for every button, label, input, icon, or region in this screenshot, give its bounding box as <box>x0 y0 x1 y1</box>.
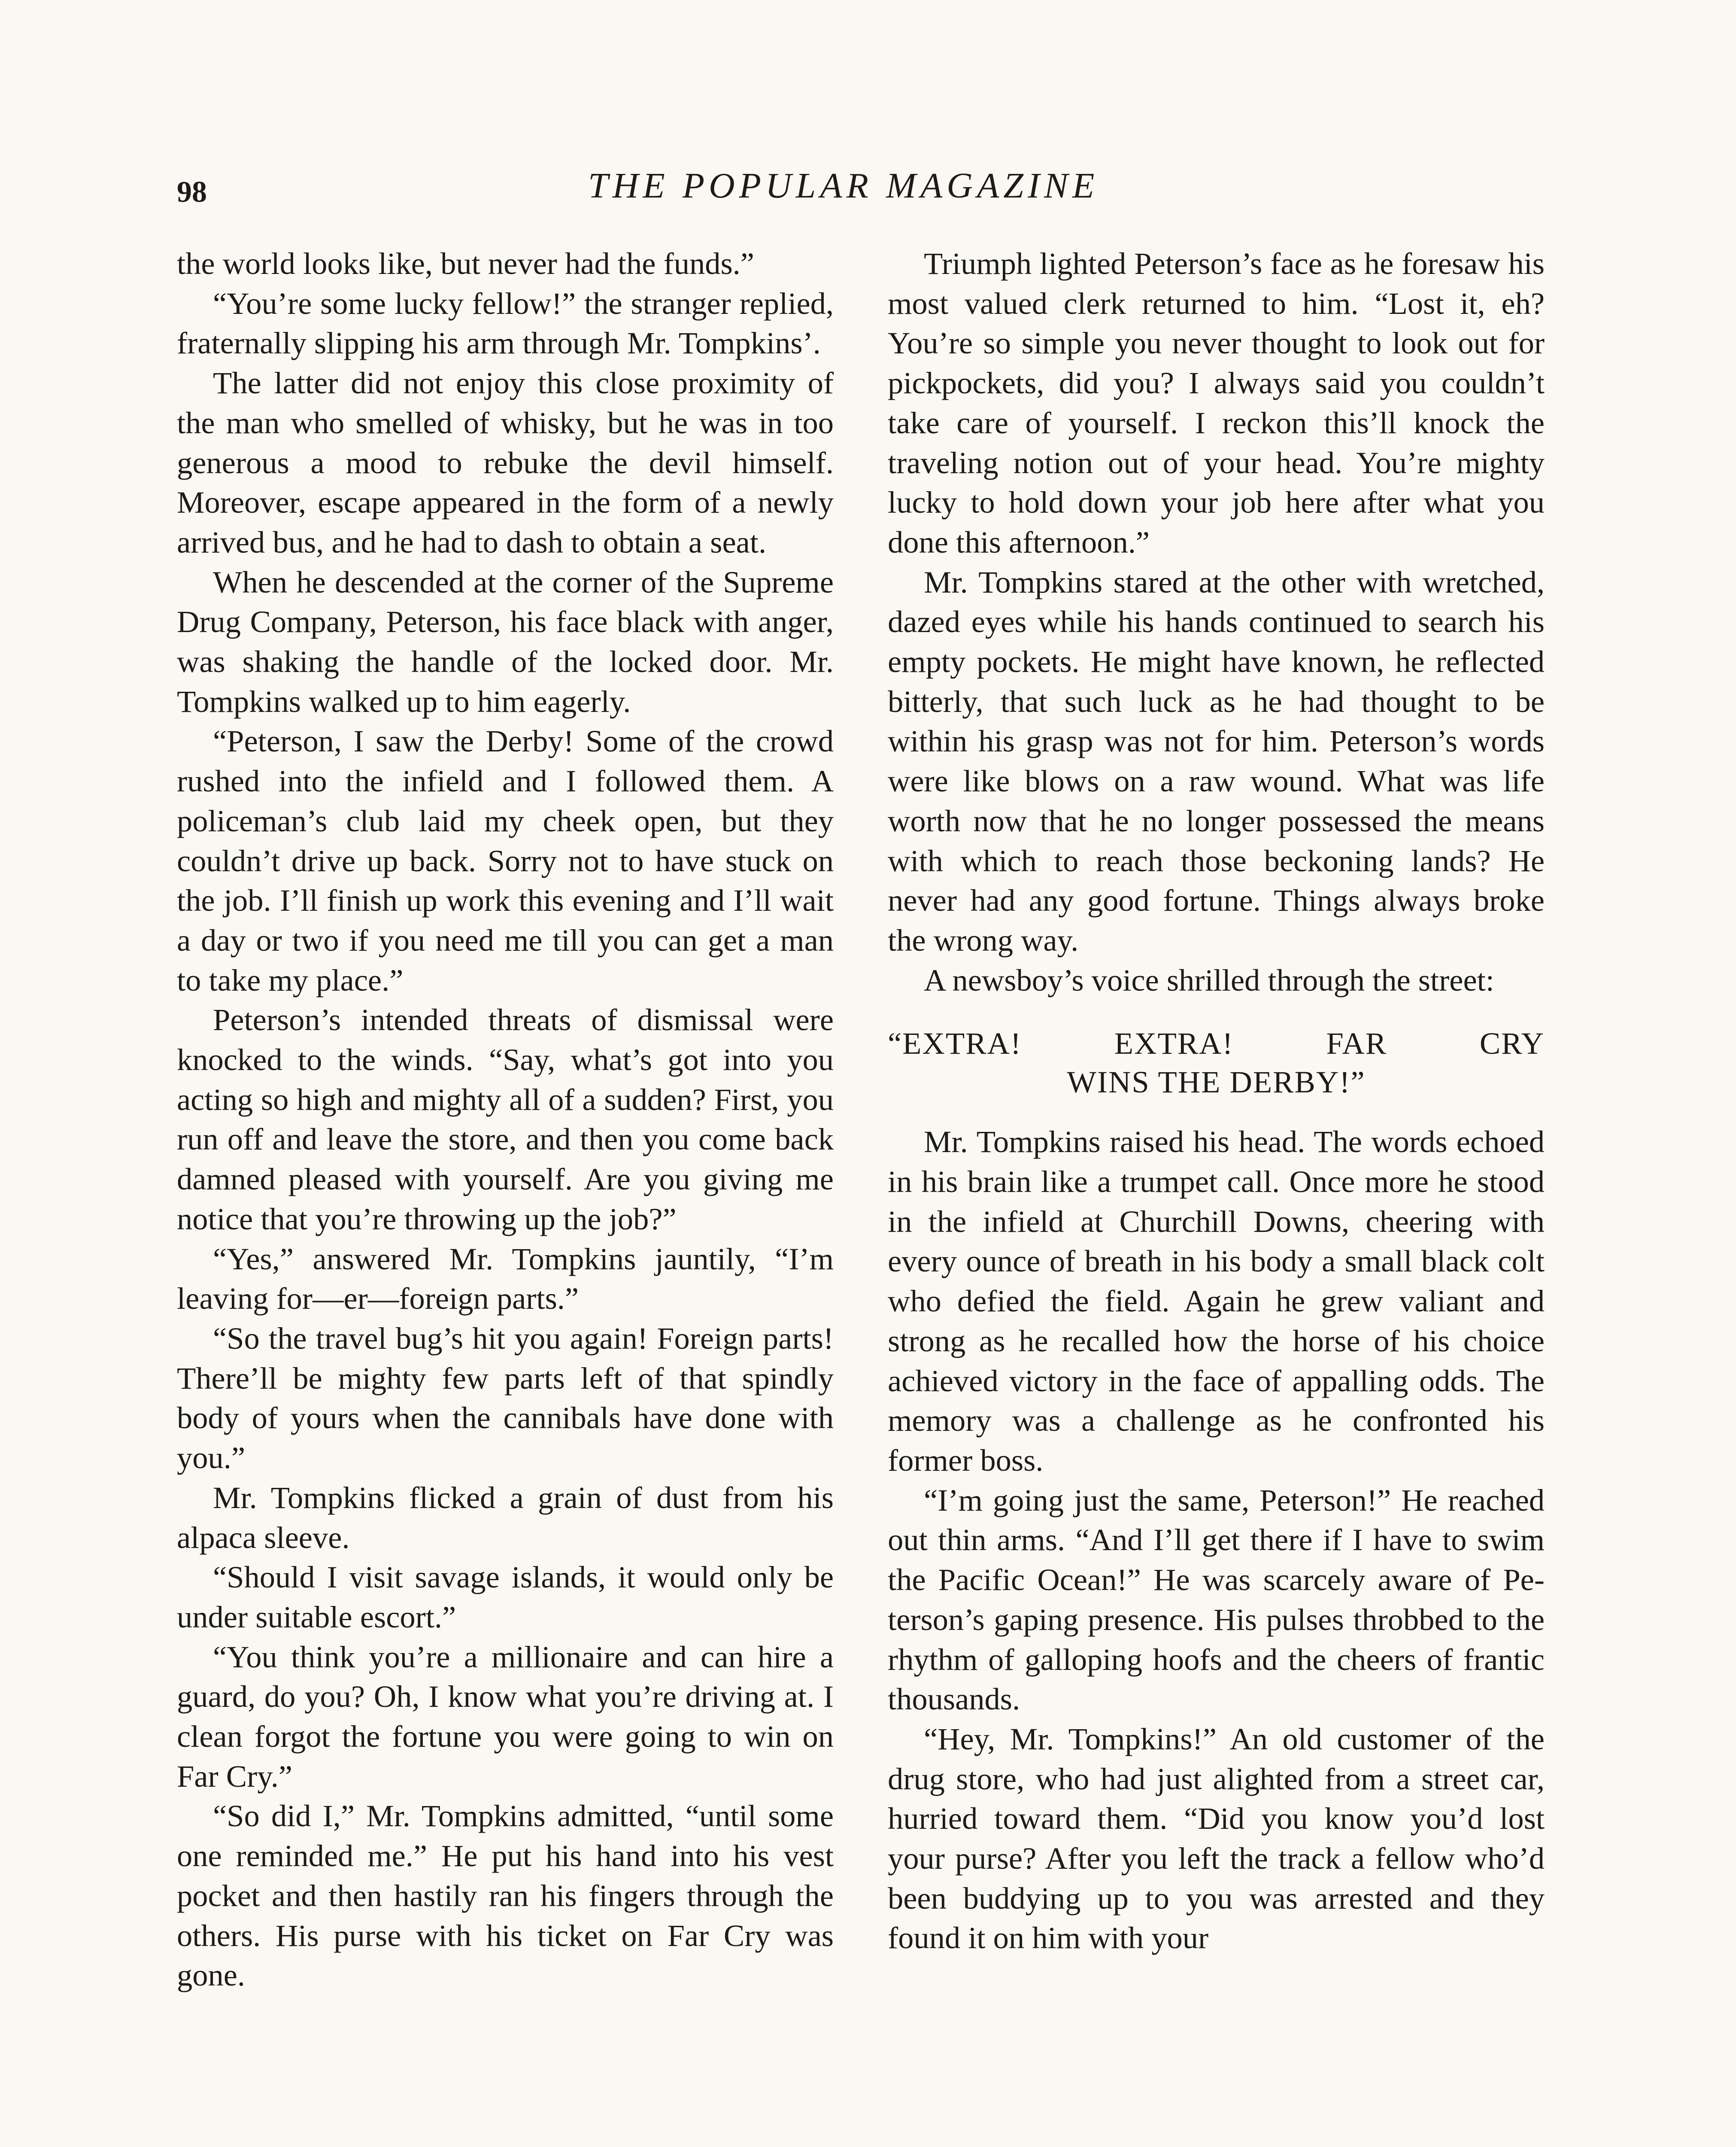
paragraph: “You’re some lucky fellow!” the stranger replied, fraternally slipping his arm through Mr. Tompkins’. <box>177 286 834 361</box>
paragraph: A newsboy’s voice shrilled through the street: <box>924 962 1494 997</box>
paragraph: The latter did not enjoy this close proximity of the man who smelled of whisky, but he was in too generous a mood to rebuke the devil himself. Moreover, escape appeared in the form of a newly arrived bus, and he had to dash to obtain a seat. <box>177 365 834 560</box>
newsboy-headline <box>888 1024 1545 1101</box>
paragraph: “Peterson, I saw the Derby! Some of the crowd rushed into the infield and I followed them. A policeman’s club laid my cheek open, but they couldn’t drive up back. Sorry not to have stuck on the job. I’ll finish up work this evening and I’ll wait a day or two if you need me till you can get a man to take my place.” <box>177 724 834 997</box>
paragraph: “So did I,” Mr. Tompkins admitted, “until some one reminded me.” He put his hand into his vest pocket and then hastily ran his fingers through the others. His purse with his ticket on Far Cry was gone. <box>177 1798 834 1993</box>
paragraph: Peterson’s intended threats of dismissal were knocked to the winds. “Say, what’s got into you acting so high and mighty all of a sudden? First, you run off and leave the store, and then you come back damned pleased with yourself. Are you giving me notice that you’re throwing up the job?” <box>177 1002 834 1236</box>
paragraph: “I’m going just the same, Peterson!” He reached out thin arms. “And I’ll get there if I have to swim the Pacific Ocean!” He was scarcely aware of Peterson’s gaping presence. His pulses throbbed to the rhythm of galloping hoofs and the cheers of frantic thousands. <box>888 1482 1545 1717</box>
paragraph: “Yes,” answered Mr. Tompkins jauntily, “I’m leaving for—er—foreign parts.” <box>177 1241 834 1316</box>
paragraph: “Should I visit savage islands, it would only be under suitable escort.” <box>177 1560 834 1634</box>
paragraph: Mr. Tompkins flicked a grain of dust from his alpaca sleeve. <box>177 1480 834 1555</box>
headline-line: “EXTRA! EXTRA! FAR CRY <box>888 1026 1545 1061</box>
paragraph: Triumph lighted Peterson’s face as he foresaw his most valued clerk returned to him. “Lost it, eh? You’re so simple you never thought to look out for pickpockets, did you? I always said you couldn’t take care of yourself. I reckon this’ll knock the traveling notion out of your head. You’re mighty lucky to hold down your job here after what you done this afternoon.” <box>888 246 1545 560</box>
paragraph: “You think you’re a millionaire and can hire a guard, do you? Oh, I know what you’re driving at. I clean forgot the fortune you were going to win on Far Cry.” <box>177 1639 834 1794</box>
paragraph: the world looks like, but never had the funds.” <box>177 246 754 281</box>
running-head: THE POPULAR MAGAZINE <box>588 166 1099 206</box>
paragraph: “Hey, Mr. Tompkins!” An old customer of the drug store, who had just alighted from a street car, hurried toward them. “Did you know you’d lost your purse? After you left the track a fellow who’d been buddying up to you was arrested and they found it on him with your <box>888 1721 1545 1955</box>
paragraph: Mr. Tompkins raised his head. The words echoed in his brain like a trumpet call. Once more he stood in the infield at Churchill Downs, cheering with every ounce of breath in his body a small black colt who defied the field. Again he grew valiant and strong as he recalled how the horse of his choice achieved victory in the face of appalling odds. The memory was a challenge as he confronted his former boss. <box>888 1124 1545 1478</box>
right-column <box>888 244 1545 1958</box>
paragraph: “So the travel bug’s hit you again! Foreign parts! There’ll be mighty few parts left of that spindly body of yours when the cannibals have done with you.” <box>177 1320 834 1475</box>
left-column <box>177 244 834 1995</box>
page-number: 98 <box>177 176 207 209</box>
headline-line: WINS THE DERBY!” <box>1067 1064 1366 1100</box>
paragraph: Mr. Tompkins stared at the other with wretched, dazed eyes while his hands continued to search his empty pockets. He might have known, he reflected bitterly, that such luck as he had thought to be within his grasp was not for him. Peterson’s words were like blows on a raw wound. What was life worth now that he no longer possessed the means with which to reach those beckoning lands? He never had any good fortune. Things always broke the wrong way. <box>888 564 1545 958</box>
paragraph: When he descended at the corner of the Supreme Drug Company, Peterson, his face black with anger, was shaking the handle of the locked door. Mr. Tompkins walked up to him eagerly. <box>177 564 834 719</box>
